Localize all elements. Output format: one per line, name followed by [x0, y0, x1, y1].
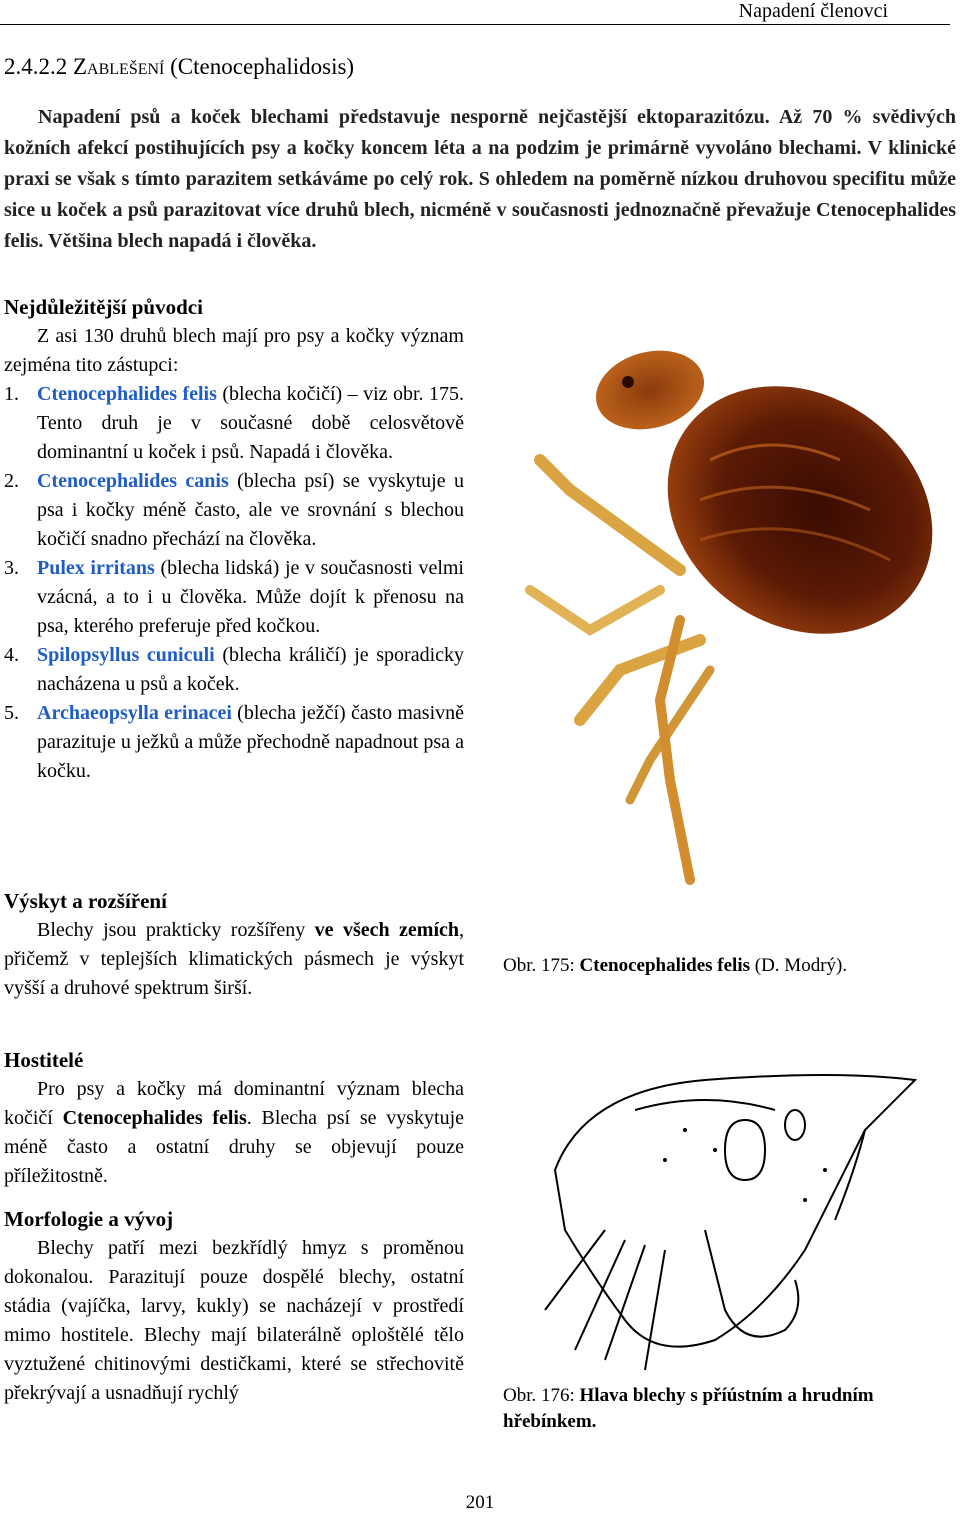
flea-head-drawing [505, 1050, 935, 1380]
occurrence-bold: ve všech zemích [314, 919, 459, 941]
figure-175-prefix: Obr. 175: [503, 955, 580, 976]
morphology-paragraph [4, 1234, 464, 1408]
species-name[interactable]: Ctenocephalides felis [37, 383, 217, 405]
item-text: (blecha ježčí) často masivně parazituje u ježků a může přechodně napadnout psa a kočku. [37, 702, 464, 782]
morphology-text: Blechy patří mezi bezkřídlý hmyz s proměnou dokonalou. Parazitují pouze dospělé blechy, ostatní stádia (vajíčka, larvy, kukly) se nacházejí v prostředí mimo hostitele. Blechy mají bilaterálně oploštělé tělo vyztužené chitinovými destičkami, které se střechovitě překrývají a usnadňují rychlý [4, 1237, 464, 1404]
hosts-paragraph [4, 1075, 464, 1191]
section-heading [4, 52, 354, 82]
list-item [4, 467, 464, 554]
occurrence-paragraph [4, 916, 464, 1003]
running-header [0, 0, 950, 25]
species-name[interactable]: Ctenocephalides canis [37, 470, 229, 492]
item-text: (blecha králičí) je sporadicky nacházena u psů a koček. [37, 644, 465, 695]
intro-paragraph [4, 102, 956, 257]
species-list [4, 380, 464, 786]
item-number: 3. [4, 557, 19, 579]
morphology-heading: Morfologie a vývoj [4, 1207, 174, 1231]
item-text: (blecha psí) se vyskytuje u psa i kočky méně často, ale ve srovnání s blechou kočičí snadno přechází na člověka. [37, 470, 465, 550]
item-text: (blecha lidská) je v současnosti velmi vzácná, a to i u člověka. Může dojít k přenosu na psa, kterého preferuje před kočkou. [37, 557, 464, 637]
figure-176-text: Hlava blechy s příústním a hrudním hřebínkem. [503, 1385, 874, 1432]
section-title-caps: Zablešení [73, 54, 165, 79]
item-number: 4. [4, 644, 19, 666]
species-name[interactable]: Spilopsyllus cuniculi [37, 644, 215, 666]
figure-175-species: Ctenocephalides felis [579, 955, 750, 976]
species-name[interactable]: Pulex irritans [37, 557, 155, 579]
flea-photo-svg [510, 340, 940, 900]
occurrence-text-2: , přičemž v teplejších klimatických pásmech je výskyt vyšší a druhové spektrum širší. [4, 919, 464, 999]
flea-head-drawing-svg [505, 1050, 935, 1380]
species-name[interactable]: Archaeopsylla erinacei [37, 702, 232, 724]
occurrence-heading: Výskyt a rozšíření [4, 889, 167, 913]
header-title: Napadení členovci [738, 0, 888, 22]
agents-heading: Nejdůležitější původci [4, 295, 203, 319]
hosts-text-1: Pro psy a kočky má dominantní význam blecha kočičí [4, 1078, 464, 1129]
hosts-bold: Ctenocephalides felis [62, 1107, 247, 1129]
hosts-heading: Hostitelé [4, 1048, 84, 1072]
item-number: 1. [4, 383, 19, 405]
occurrence-text-1: Blechy jsou prakticky rozšířeny [37, 919, 315, 941]
intro-text: Napadení psů a koček blechami představuje nesporně nejčastější ektoparazitózu. Až 70 % svědivých kožních afekcí postihujících psy a kočky koncem léta a na podzim je primárně vyvoláno blechami. V klinické praxi se však s tímto parazitem setkáváme po celý rok. S ohledem na poměrně nízkou druhovou specifitu může sice u koček a psů parazitovat více druhů blech, nicméně v současnosti jednoznačně převažuje Ctenocephalides felis. Většina blech napadá i člověka. [4, 106, 956, 252]
flea-photo [510, 340, 940, 900]
item-text: (blecha kočičí) – viz obr. 175. Tento druh je v současné době celosvětově dominantní u koček i psů. Napadá i člověka. [37, 383, 464, 463]
list-item [4, 554, 464, 641]
hosts-text-2: . Blecha psí se vyskytuje méně často a ostatní druhy se objevují pouze příležitostně. [4, 1107, 464, 1187]
figure-176-prefix: Obr. 176: [503, 1385, 580, 1406]
section-title-rest: (Ctenocephalidosis) [170, 54, 355, 79]
item-number: 2. [4, 470, 19, 492]
list-item [4, 699, 464, 786]
agents-list [4, 322, 464, 786]
list-item [4, 641, 464, 699]
item-number: 5. [4, 702, 19, 724]
page-number: 201 [465, 1492, 495, 1513]
section-number: 2.4.2.2 [4, 54, 68, 79]
agents-intro: Z asi 130 druhů blech mají pro psy a kočky význam zejména tito zástupci: [4, 325, 464, 376]
figure-175-caption [503, 953, 943, 979]
figure-175-credit: (D. Modrý). [750, 955, 848, 976]
list-item [4, 380, 464, 467]
figure-176-caption [503, 1383, 943, 1435]
